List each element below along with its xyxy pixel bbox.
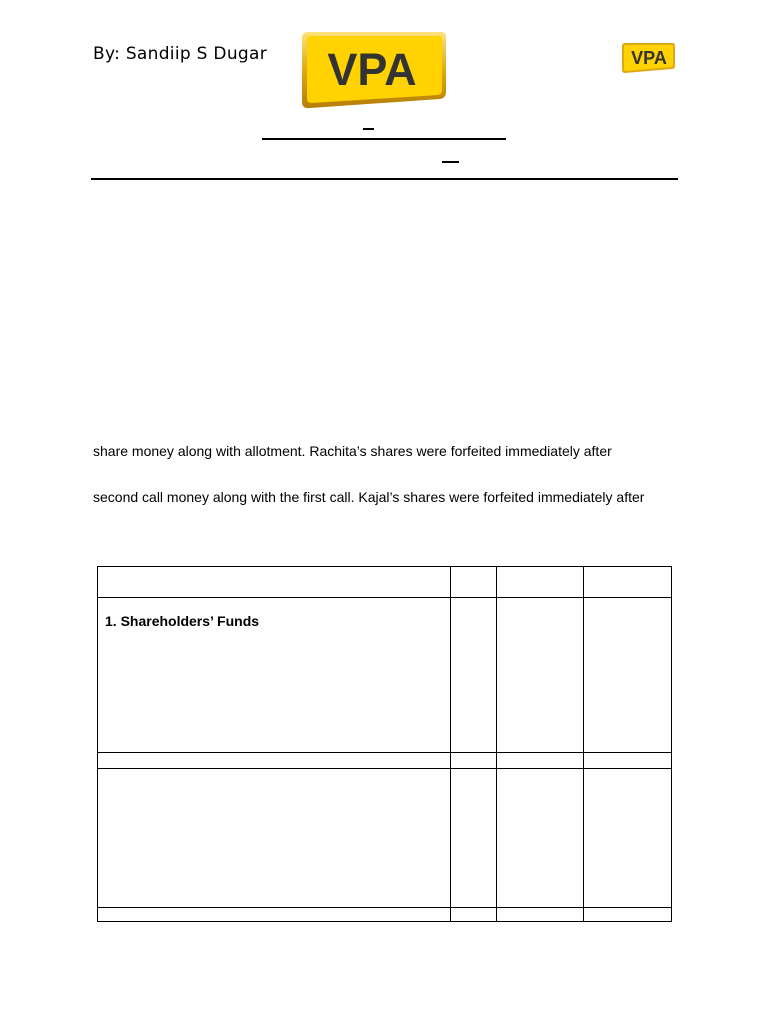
table-cell [584, 753, 672, 769]
table-cell [451, 567, 497, 598]
table-row [98, 753, 672, 769]
table-cell [584, 769, 672, 908]
header-rule [91, 178, 678, 180]
table-cell [451, 598, 497, 753]
vpa-logo [300, 30, 448, 110]
table-cell [497, 769, 584, 908]
author-label: By: Sandiip S Dugar [93, 44, 267, 64]
balance-sheet-table [97, 566, 672, 922]
subtitle-underline-dash [442, 161, 459, 163]
table-cell [98, 769, 451, 908]
table-cell [98, 908, 451, 922]
table-header-row [98, 567, 672, 598]
table-cell [584, 908, 672, 922]
table-cell [98, 567, 451, 598]
vpa-logo-small-text: VPA [631, 48, 667, 68]
title-underline-short-dash [363, 128, 374, 130]
body-text-line-1: share money along with allotment. Rachita’s shares were forfeited immediately after [93, 443, 612, 459]
table-cell [451, 769, 497, 908]
table-cell [98, 753, 451, 769]
table-cell [584, 567, 672, 598]
table-cell [584, 598, 672, 753]
table-cell [497, 567, 584, 598]
vpa-logo-small [621, 42, 676, 74]
body-text-line-2: second call money along with the first call. Kajal’s shares were forfeited immediately after [93, 489, 645, 505]
table-row [98, 908, 672, 922]
table-cell [497, 753, 584, 769]
shareholders-funds-label: 1. Shareholders’ Funds [105, 613, 260, 629]
table-cell [497, 598, 584, 753]
vpa-logo-text: VPA [327, 44, 417, 95]
table-cell [497, 908, 584, 922]
table-row [98, 598, 672, 753]
table-cell [451, 908, 497, 922]
table-row [98, 769, 672, 908]
table-cell [98, 598, 451, 753]
table-cell [451, 753, 497, 769]
title-underline [262, 138, 506, 140]
